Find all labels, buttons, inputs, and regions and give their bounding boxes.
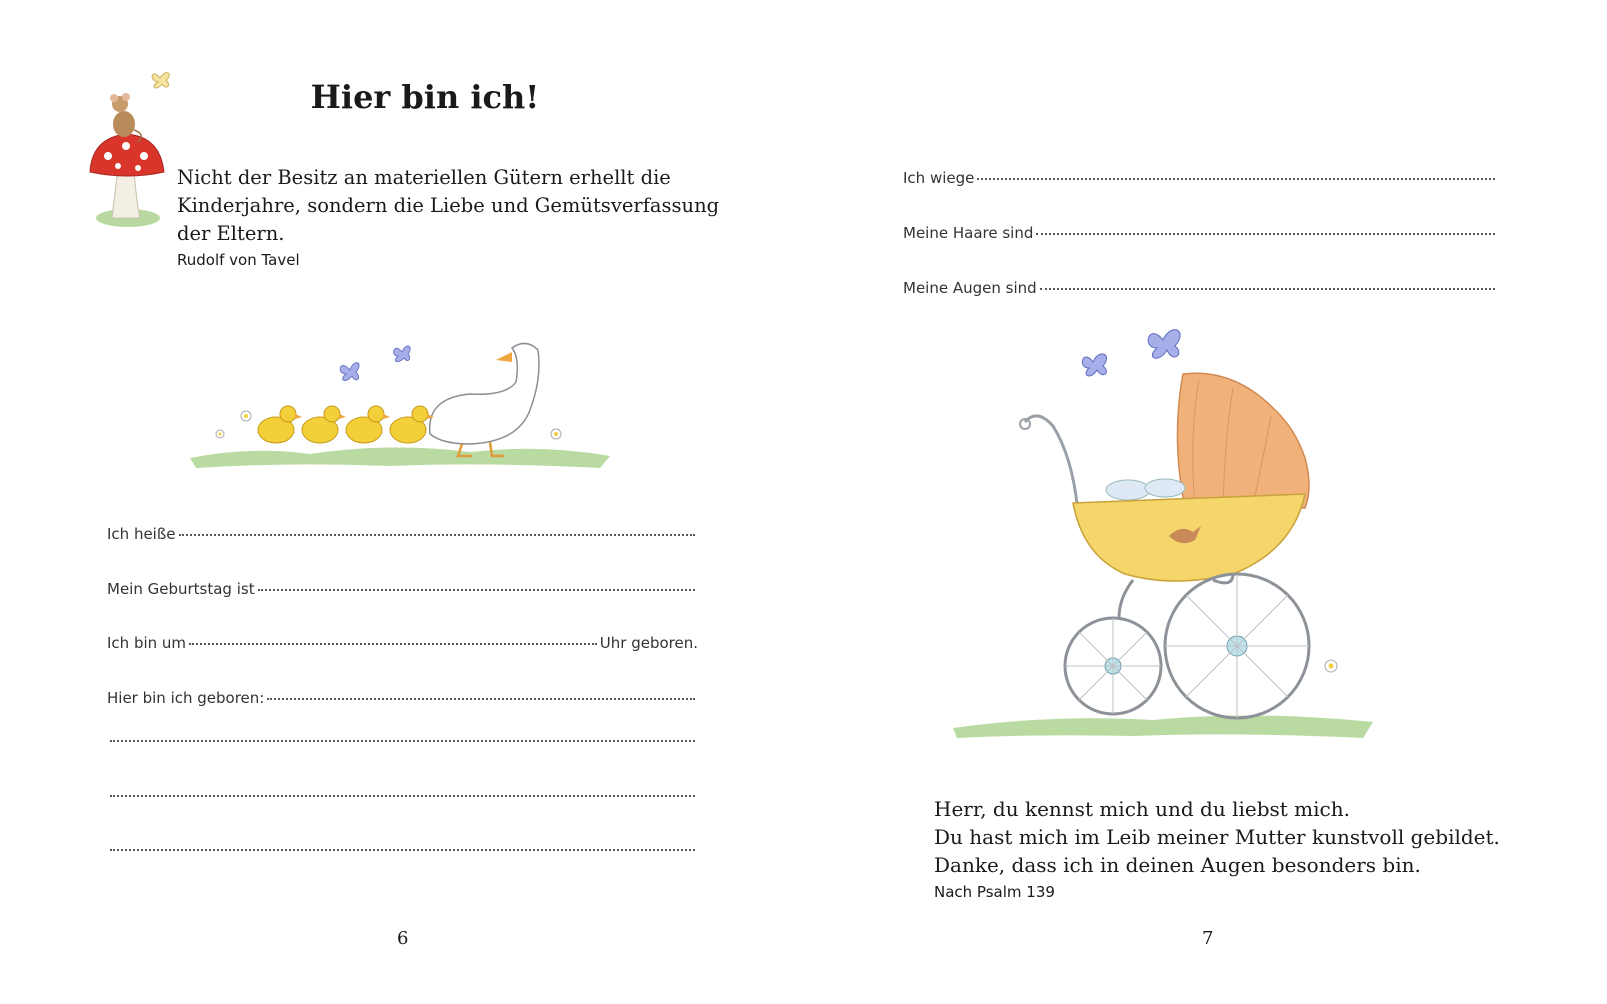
fill-in-field[interactable] [107, 689, 698, 707]
field-label: Ich wiege [903, 169, 975, 187]
psalm-line: Danke, dass ich in deinen Augen besonders bin. [934, 853, 1421, 877]
quote-line: Nicht der Besitz an materiellen Gütern erhellt die [177, 166, 671, 189]
butterfly-icon [340, 363, 359, 381]
butterfly-icon [1148, 330, 1180, 359]
pram-wheel [1065, 618, 1161, 714]
field-label: Meine Haare sind [903, 224, 1034, 242]
quote-line: Kinderjahre, sondern die Liebe und Gemütsverfassung [177, 194, 720, 217]
pram-wheel [1165, 574, 1309, 718]
fill-in-field[interactable] [107, 634, 698, 652]
fill-in-field[interactable] [903, 279, 1498, 297]
fill-in-field[interactable] [107, 852, 698, 854]
daisy-icon [1325, 660, 1337, 672]
pram-handle [1020, 416, 1078, 513]
duckling-figure [302, 406, 346, 443]
field-label: Meine Augen sind [903, 279, 1037, 297]
fill-in-field[interactable] [107, 580, 698, 598]
dotted-fill-line[interactable] [1036, 233, 1495, 235]
dotted-fill-line[interactable] [110, 849, 695, 851]
mouse-figure [110, 93, 141, 142]
dotted-fill-line[interactable] [110, 740, 695, 742]
quote [177, 164, 737, 248]
dotted-fill-line[interactable] [1040, 288, 1495, 290]
page-title: Hier bin ich! [310, 78, 540, 116]
psalm-source: Nach Psalm 139 [934, 883, 1055, 901]
field-label: Ich heiße [107, 525, 176, 543]
field-label: Hier bin ich geboren: [107, 688, 265, 707]
goose-figure [430, 343, 539, 456]
dotted-fill-line[interactable] [258, 589, 695, 591]
mouse-on-mushroom-illustration [78, 60, 188, 245]
right-page [803, 0, 1607, 1004]
fill-in-field[interactable] [107, 525, 698, 543]
quote-line: der Eltern. [177, 222, 285, 245]
fill-in-field[interactable] [903, 169, 1498, 187]
dotted-fill-line[interactable] [977, 178, 1495, 180]
field-label: Mein Geburtstag ist [107, 579, 255, 598]
fill-in-field[interactable] [903, 224, 1498, 242]
psalm-line: Herr, du kennst mich und du liebst mich. [934, 797, 1350, 821]
field-label: Ich bin um [107, 634, 187, 652]
duckling-figure [346, 406, 390, 443]
butterfly-icon [1082, 354, 1106, 376]
page-number: 7 [1202, 928, 1214, 949]
page-number: 6 [397, 928, 409, 949]
psalm-line: Du hast mich im Leib meiner Mutter kunstvoll gebildet. [934, 825, 1500, 849]
pram-canopy [1177, 373, 1309, 508]
ducks-and-goose-illustration [190, 338, 610, 478]
dotted-fill-line[interactable] [110, 795, 695, 797]
fill-in-field[interactable] [107, 798, 698, 800]
left-page [0, 0, 803, 1004]
pram-illustration [933, 318, 1393, 768]
dotted-fill-line[interactable] [179, 534, 695, 536]
dotted-fill-line[interactable] [189, 643, 597, 645]
butterfly-icon [152, 73, 169, 88]
field-suffix: Uhr geboren. [599, 634, 698, 652]
quote-author: Rudolf von Tavel [177, 251, 300, 269]
dotted-fill-line[interactable] [267, 698, 695, 700]
duckling-figure [258, 406, 302, 443]
fill-in-field[interactable] [107, 743, 698, 745]
butterfly-icon [394, 346, 411, 362]
duckling-figure [390, 406, 434, 443]
psalm-quote [934, 795, 1554, 879]
